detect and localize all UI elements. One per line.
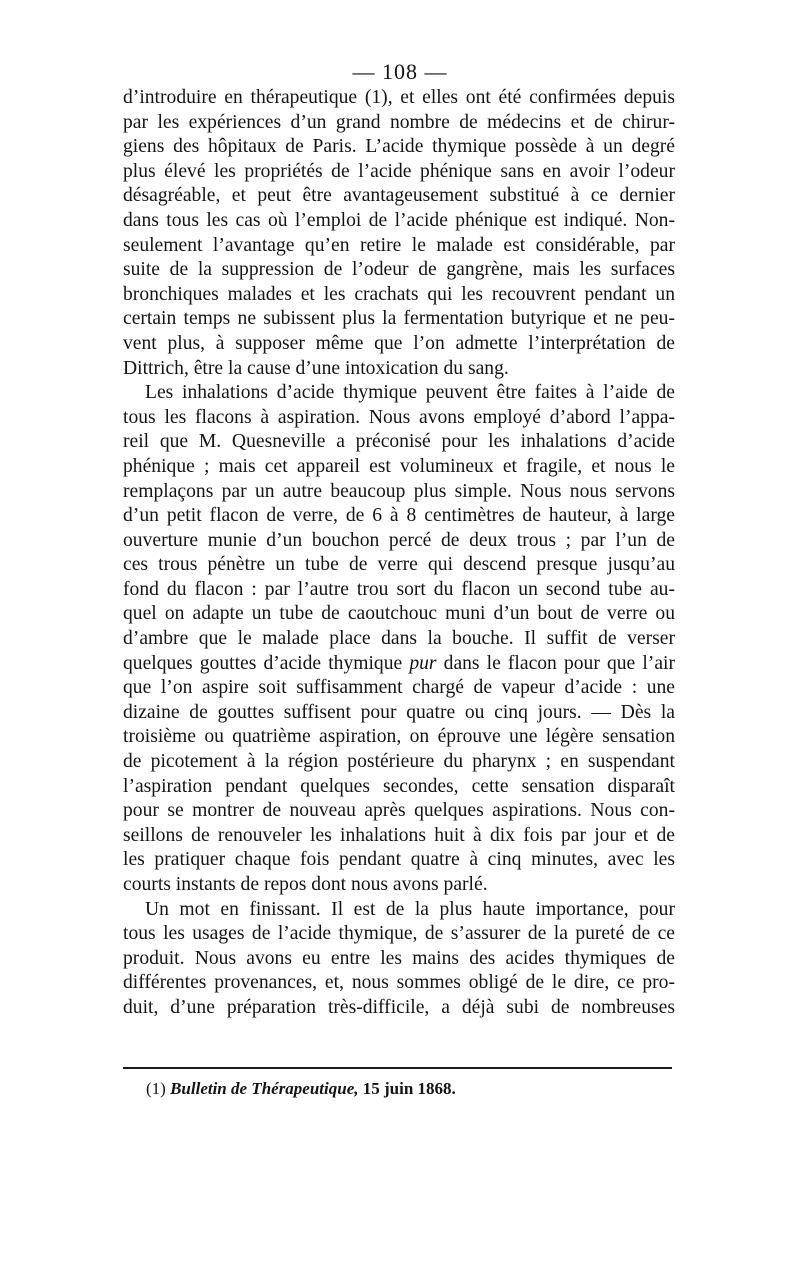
text-line: l’aspiration pendant quelques secondes, cette sensation disparaît: [123, 775, 675, 797]
footnote-date: 15 juin 1868.: [362, 1079, 456, 1098]
text-line: les pratiquer chaque fois pendant quatre à cinq minutes, avec les: [123, 849, 675, 871]
text-line: de picotement à la région postérieure du pharynx ; en suspendant: [123, 751, 675, 773]
text-line: phénique ; mais cet appareil est volumineux et fragile, et nous le: [123, 455, 675, 477]
text-line: reil que M. Quesneville a préconisé pour les inhalations d’acide: [123, 431, 675, 453]
paragraph: [123, 86, 675, 381]
text-line: courts instants de repos dont nous avons parlé.: [123, 874, 488, 895]
text-line: quel on adapte un tube de caoutchouc muni d’un bout de verre ou: [123, 603, 675, 625]
text-line: seillons de renouveler les inhalations huit à dix fois par jour et de: [123, 824, 675, 846]
text-line: Les inhalations d’acide thymique peuvent être faites à l’aide de: [145, 382, 675, 404]
page-number: — 108 —: [352, 59, 448, 84]
body-text: [123, 86, 675, 1021]
text-line: dizaine de gouttes suffisent pour quatre ou cinq jours. — Dès la: [123, 701, 675, 723]
text-line: bronchiques malades et les crachats qui les recouvrent pendant un: [123, 283, 675, 305]
text-line: produit. Nous avons eu entre les mains des acides thymiques de: [123, 947, 675, 969]
text-line: giens des hôpitaux de Paris. L’acide thymique possède à un degré: [123, 136, 675, 158]
text-line: seulement l’avantage qu’en retire le malade est considérable, par: [123, 234, 675, 256]
text-line: vent plus, à supposer même que l’on admette l’interprétation de: [123, 332, 675, 354]
footnote-journal-title: Bulletin de Thérapeutique,: [170, 1079, 359, 1098]
text-line: Dittrich, être la cause d’une intoxication du sang.: [123, 357, 509, 379]
text-line: d’un petit flacon de verre, de 6 à 8 centimètres de hauteur, à large: [123, 505, 675, 527]
footnote-divider: [123, 1067, 672, 1069]
text-line: duit, d’une préparation très-difficile, a déjà subi de nombreuses: [123, 996, 675, 1018]
text-line: différentes provenances, et, nous sommes obligé de le dire, ce pro-: [123, 972, 675, 994]
text-line: ouverture munie d’un bouchon percé de deux trous ; par l’un de: [123, 529, 675, 551]
text-line: par les expériences d’un grand nombre de médecins et de chirur-: [123, 111, 675, 133]
text-line: pour se montrer de nouveau après quelques aspirations. Nous con-: [123, 800, 675, 822]
paragraph: [123, 381, 675, 897]
paragraph: [123, 898, 675, 1021]
text-line: troisième ou quatrième aspiration, on éprouve une légère sensation: [123, 726, 675, 748]
text-line: dans tous les cas où l’emploi de l’acide phénique est indiqué. Non-: [123, 209, 675, 231]
footnote: [146, 1079, 456, 1099]
text-line: désagréable, et peut être avantageusement substitué à ce dernier: [123, 185, 675, 207]
text-line: d’introduire en thérapeutique (1), et elles ont été confirmées depuis: [123, 87, 675, 108]
text-line: certain temps ne subissent plus la fermentation butyrique et ne peu-: [123, 308, 675, 330]
text-line: quelques gouttes d’acide thymique pur dans le flacon pour que l’air: [123, 652, 675, 674]
text-line: suite de la suppression de l’odeur de gangrène, mais les surfaces: [123, 259, 675, 281]
text-line: plus élevé les propriétés de l’acide phénique sans en avoir l’odeur: [123, 160, 675, 182]
text-line: tous les usages de l’acide thymique, de s’assurer de la pureté de ce: [123, 923, 675, 945]
text-line: d’ambre que le malade place dans la bouche. Il suffit de verser: [123, 628, 675, 650]
text-line: fond du flacon : par l’autre trou sort du flacon un second tube au-: [123, 578, 675, 600]
text-line: tous les flacons à aspiration. Nous avons employé d’abord l’appa-: [123, 406, 675, 428]
text-line: que l’on aspire soit suffisamment chargé de vapeur d’acide : une: [123, 677, 675, 699]
footnote-marker: (1): [146, 1079, 166, 1098]
text-line: Un mot en finissant. Il est de la plus haute importance, pour: [145, 898, 675, 920]
text-line: remplaçons par un autre beaucoup plus simple. Nous nous servons: [123, 480, 675, 502]
text-line: ces trous pénètre un tube de verre qui descend presque jusqu’au: [123, 554, 675, 576]
